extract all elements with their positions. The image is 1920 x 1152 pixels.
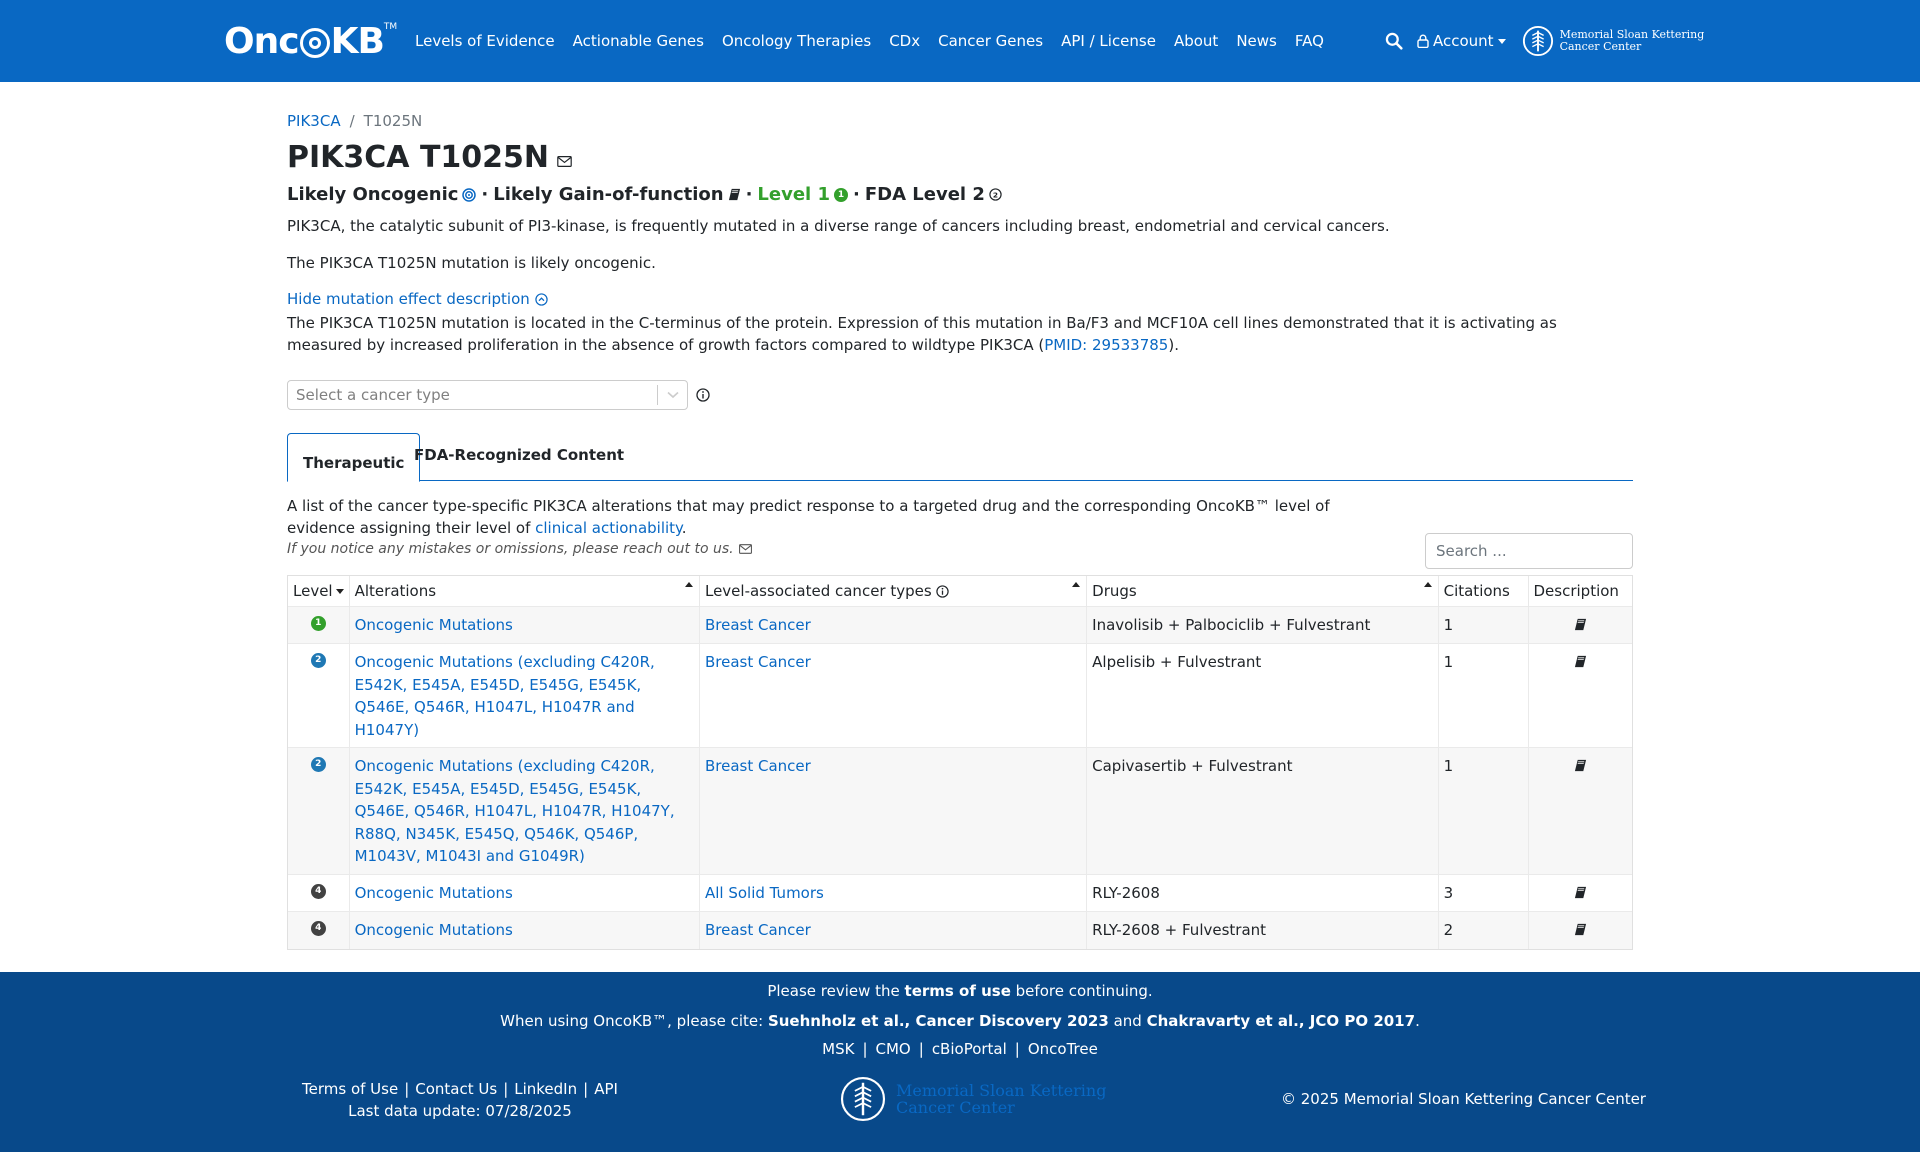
- citations-cell[interactable]: 1: [1438, 644, 1528, 748]
- cancer-type-link[interactable]: Breast Cancer: [704, 615, 811, 634]
- nav-api-license[interactable]: API / License: [1061, 32, 1156, 50]
- info-icon[interactable]: [936, 585, 949, 598]
- oncokb-logo[interactable]: [224, 21, 397, 61]
- nav-oncology-therapies[interactable]: Oncology Therapies: [721, 32, 872, 50]
- drugs-cell: RLY-2608: [1087, 874, 1438, 912]
- msk-line2: Cancer Center: [1559, 40, 1642, 53]
- feedback-note: [287, 541, 752, 557]
- separator-dot: ·: [745, 184, 753, 205]
- mail-icon[interactable]: [557, 156, 572, 167]
- logo-text-onc: Onc: [224, 20, 299, 62]
- sort-icon: [685, 582, 693, 587]
- chevron-down-icon: [667, 391, 679, 399]
- nav-cdx[interactable]: CDx: [889, 32, 921, 50]
- alteration-link[interactable]: Oncogenic Mutations: [354, 921, 513, 939]
- header-cancer-types-text: Level-associated cancer types: [704, 581, 932, 600]
- header-alterations-text: Alterations: [354, 581, 437, 600]
- drugs-cell: Inavolisib + Palbociclib + Fulvestrant: [1087, 606, 1438, 644]
- cancer-type-select[interactable]: [287, 380, 688, 410]
- logo-o-icon: [300, 28, 330, 58]
- nav-news[interactable]: News: [1236, 32, 1277, 50]
- cancer-type-select-wrap: [287, 380, 710, 410]
- footer: [0, 972, 1920, 1152]
- footer-msk-wordmark: [896, 1082, 1106, 1116]
- cancer-type-link[interactable]: All Solid Tumors: [704, 883, 824, 902]
- footer-api[interactable]: API: [594, 1080, 618, 1098]
- table-row: [288, 912, 1632, 949]
- footer-contact-us[interactable]: Contact Us: [415, 1080, 498, 1098]
- breadcrumb-separator: /: [349, 112, 355, 130]
- level-1-icon[interactable]: 1: [834, 188, 848, 202]
- footer-cite-pre: When using OncoKB™, please cite:: [500, 1012, 768, 1030]
- cancer-type-link[interactable]: Breast Cancer: [704, 653, 811, 671]
- oncogenicity-label: Likely Oncogenic: [287, 184, 459, 205]
- book-icon[interactable]: [1574, 655, 1587, 668]
- header-drugs[interactable]: [1087, 576, 1438, 606]
- alteration-link[interactable]: Oncogenic Mutations (excluding C420R, E542K, E545A, E545D, E545G, E545K, Q546E, Q546R, H1047L, H1047R and H1047Y): [354, 653, 655, 739]
- header-level-text: Level: [293, 581, 333, 600]
- citations-cell[interactable]: 3: [1438, 874, 1528, 912]
- separator-dot: ·: [853, 184, 860, 205]
- page-title: [287, 140, 572, 175]
- tab-bar: [287, 433, 1633, 481]
- tab-description: [287, 495, 1367, 539]
- header-drugs-text: Drugs: [1092, 581, 1137, 600]
- footer-link-msk[interactable]: MSK: [822, 1040, 855, 1058]
- book-icon[interactable]: [728, 188, 741, 201]
- footer-left: [302, 1078, 618, 1122]
- footer-terms-line: [0, 982, 1920, 1000]
- sort-icon: [1424, 582, 1432, 587]
- alteration-link[interactable]: Oncogenic Mutations: [354, 883, 513, 902]
- alteration-link[interactable]: Oncogenic Mutations: [354, 615, 513, 634]
- mutation-effect-label: Likely Gain-of-function: [493, 184, 724, 205]
- header-alterations[interactable]: [349, 576, 699, 606]
- nav-links: [415, 0, 1342, 82]
- footer-link-cbioportal[interactable]: cBioPortal: [931, 1040, 1007, 1058]
- chevron-up-circle-icon: [535, 293, 548, 306]
- tab-therapeutic[interactable]: Therapeutic: [287, 433, 420, 482]
- nav-faq[interactable]: FAQ: [1294, 32, 1324, 50]
- chevron-down-icon: [1498, 39, 1506, 44]
- header-level[interactable]: [288, 576, 349, 606]
- footer-link-cmo[interactable]: CMO: [875, 1040, 911, 1058]
- header-citations[interactable]: [1438, 576, 1528, 606]
- tab-fda-recognized-content[interactable]: FDA-Recognized Content: [414, 446, 625, 464]
- therapeutic-table: [287, 575, 1633, 950]
- level-icon[interactable]: 4: [311, 921, 326, 936]
- account-label: Account: [1433, 32, 1494, 50]
- footer-msk-logo[interactable]: [840, 1076, 1106, 1122]
- breadcrumb: [287, 112, 422, 130]
- msk-wordmark: [1560, 29, 1705, 53]
- msk-emblem-icon: [1522, 25, 1554, 57]
- footer-msk-line1: Memorial Sloan Kettering: [896, 1081, 1107, 1100]
- citations-cell[interactable]: 1: [1438, 748, 1528, 875]
- footer-cite-line: [0, 1012, 1920, 1030]
- fda-level-label: FDA Level 2: [864, 184, 985, 205]
- table-row: [288, 606, 1632, 644]
- mutation-effect-description: [287, 312, 1633, 356]
- book-icon[interactable]: [1574, 886, 1587, 899]
- citations-cell[interactable]: 1: [1438, 606, 1528, 644]
- logo-tm: TM: [383, 22, 398, 32]
- header-cancer-types[interactable]: [699, 576, 1086, 606]
- tab-description-end: .: [681, 519, 687, 537]
- mutation-summary: The PIK3CA T1025N mutation is likely oncogenic.: [287, 254, 656, 272]
- nav-right: [1385, 0, 1704, 82]
- terms-of-use-link[interactable]: terms of use: [904, 982, 1011, 1000]
- footer-review-pre: Please review the: [767, 982, 905, 1000]
- header-description-text: Description: [1533, 581, 1619, 600]
- logo-text-kb: KB: [330, 20, 384, 62]
- book-icon[interactable]: [1574, 618, 1587, 631]
- footer-link-oncotree[interactable]: OncoTree: [1027, 1040, 1098, 1058]
- footer-terms-of-use[interactable]: Terms of Use: [302, 1080, 399, 1098]
- nav-levels-of-evidence[interactable]: Levels of Evidence: [415, 32, 555, 50]
- drugs-cell: Alpelisib + Fulvestrant: [1087, 644, 1438, 748]
- table-row: [288, 644, 1632, 748]
- cite-suehnholz-link[interactable]: Suehnholz et al., Cancer Discovery 2023: [767, 1012, 1109, 1030]
- search-icon[interactable]: [1385, 32, 1403, 50]
- level-icon[interactable]: 2: [311, 653, 326, 668]
- oncogenic-target-icon[interactable]: [462, 188, 476, 202]
- nav-about[interactable]: About: [1173, 32, 1219, 50]
- msk-line1: Memorial Sloan Kettering: [1559, 28, 1705, 41]
- hide-mutation-effect-label: Hide mutation effect description: [287, 290, 530, 308]
- page-title-text: PIK3CA T1025N: [287, 140, 550, 175]
- footer-msk-line2: Cancer Center: [896, 1098, 1015, 1117]
- footer-linkedin[interactable]: LinkedIn: [514, 1080, 578, 1098]
- book-icon[interactable]: [1574, 923, 1587, 936]
- msk-logo[interactable]: [1522, 25, 1705, 57]
- breadcrumb-current: T1025N: [363, 112, 423, 130]
- feedback-note-text: If you notice any mistakes or omissions, please reach out to us.: [287, 541, 734, 557]
- mail-icon[interactable]: [739, 544, 752, 554]
- sort-icon: [1072, 582, 1080, 587]
- copyright: © 2025 Memorial Sloan Kettering Cancer Center: [1281, 1090, 1646, 1108]
- nav-cancer-genes[interactable]: Cancer Genes: [938, 32, 1044, 50]
- book-icon[interactable]: [1574, 759, 1587, 772]
- drugs-cell: RLY-2608 + Fulvestrant: [1087, 912, 1438, 949]
- lock-icon: [1417, 34, 1429, 48]
- pmid-link[interactable]: PMID: 29533785: [1044, 336, 1169, 354]
- level-icon[interactable]: 4: [311, 884, 326, 899]
- fda-level-2-icon[interactable]: [989, 188, 1002, 201]
- table-search-input[interactable]: [1425, 533, 1633, 569]
- table-header-row: [288, 576, 1632, 606]
- tab-description-text: A list of the cancer type-specific PIK3CA alterations that may predict response to a targeted drug and the corresponding OncoKB™ level of evidence assigning their level of: [287, 497, 1330, 537]
- clinical-actionability-link[interactable]: clinical actionability: [535, 519, 682, 537]
- select-indicator[interactable]: [657, 385, 687, 405]
- cite-chakravarty-link[interactable]: Chakravarty et al., JCO PO 2017: [1146, 1012, 1416, 1030]
- hide-mutation-effect-link[interactable]: [287, 290, 548, 308]
- separator-dot: ·: [481, 184, 489, 205]
- msk-emblem-icon: [840, 1076, 886, 1122]
- annotation-summary: [287, 184, 1002, 205]
- nav-actionable-genes[interactable]: Actionable Genes: [572, 32, 704, 50]
- footer-cite-and: and: [1108, 1012, 1147, 1030]
- cancer-type-link[interactable]: Breast Cancer: [704, 757, 811, 775]
- footer-partner-links: MSK | CMO | cBioPortal | OncoTree: [822, 1040, 1098, 1058]
- table-row: [288, 748, 1632, 875]
- alteration-link[interactable]: Oncogenic Mutations (excluding C420R, E542K, E545A, E545D, E545G, E545K, Q546E, Q546R, H1047L, H1047R, H1047Y, R88Q, N345K, E545Q, Q546K, Q546P, M1043V, M1043I and G1049R): [354, 757, 675, 865]
- level-icon[interactable]: 2: [311, 757, 326, 772]
- sort-desc-icon: [336, 589, 344, 594]
- header-citations-text: Citations: [1443, 581, 1510, 600]
- drugs-cell: Capivasertib + Fulvestrant: [1087, 748, 1438, 875]
- footer-left-links: Terms of Use | Contact Us | LinkedIn | API: [302, 1080, 618, 1098]
- account-menu[interactable]: [1417, 32, 1506, 50]
- table-row: [288, 874, 1632, 912]
- level-icon[interactable]: 1: [311, 616, 326, 631]
- cancer-type-link[interactable]: Breast Cancer: [704, 921, 811, 939]
- effect-description-text: The PIK3CA T1025N mutation is located in the C-terminus of the protein. Expression of this mutation in Ba/F3 and MCF10A cell lines demonstrated that it is activating as measured by increased proliferation in the absence of growth factors compared to wildtype PIK3CA (: [287, 314, 1557, 354]
- top-navbar: [0, 0, 1920, 82]
- cancer-type-placeholder: Select a cancer type: [296, 386, 450, 404]
- level-label: Level 1: [757, 184, 831, 205]
- footer-review-post: before continuing.: [1010, 982, 1153, 1000]
- last-data-update: Last data update: 07/28/2025: [348, 1102, 572, 1120]
- svg-text:2: 2: [992, 190, 998, 200]
- header-description[interactable]: [1528, 576, 1632, 606]
- gene-summary: PIK3CA, the catalytic subunit of PI3-kinase, is frequently mutated in a diverse range of cancers including breast, endometrial and cervical cancers.: [287, 217, 1390, 235]
- breadcrumb-gene-link[interactable]: PIK3CA: [287, 112, 341, 130]
- citations-cell[interactable]: 2: [1438, 912, 1528, 949]
- info-icon[interactable]: [696, 388, 710, 402]
- footer-cite-end: .: [1415, 1012, 1420, 1030]
- effect-description-end: ).: [1168, 336, 1179, 354]
